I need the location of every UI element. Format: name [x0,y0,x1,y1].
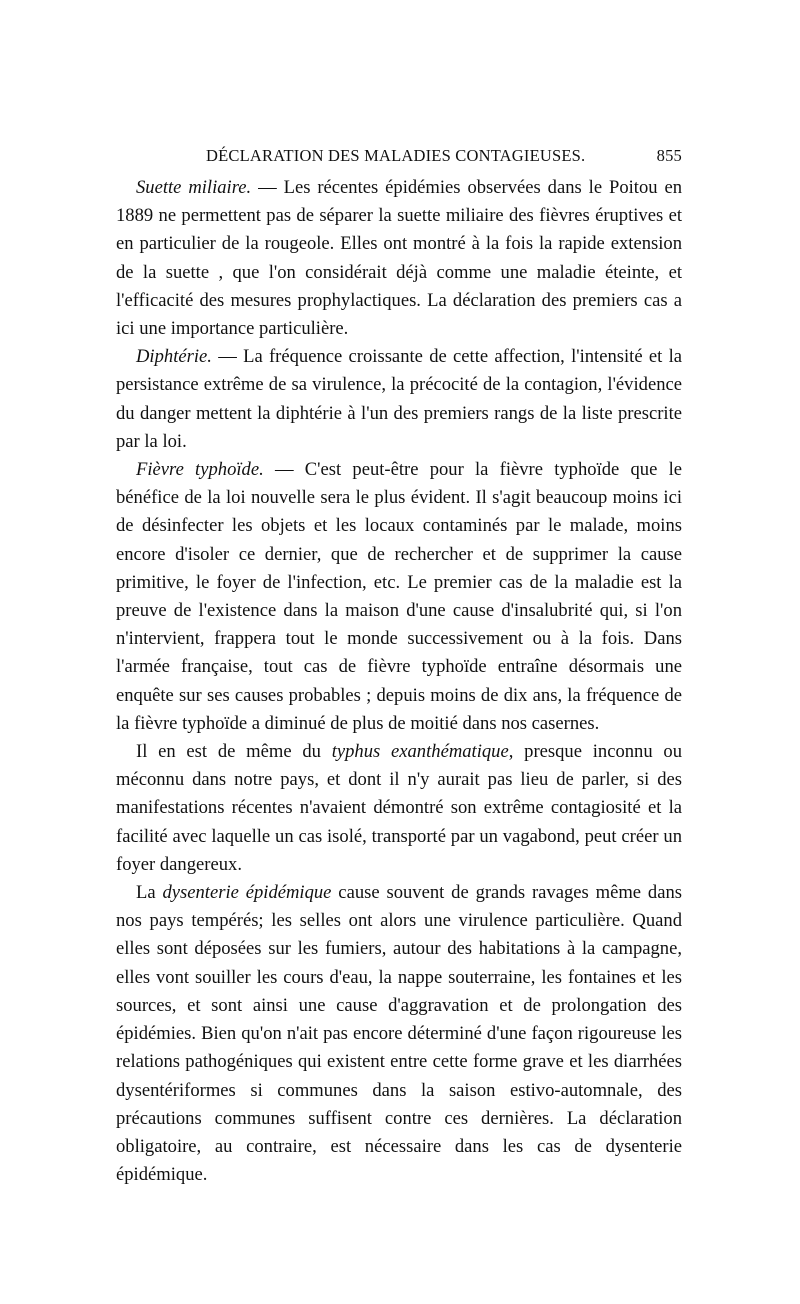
paragraph-text: — La fréquence croissante de cette affection, l'intensité et la persistance extrême de sa virulence, la précocité de la contagion, l'évidence du danger mettent la diphtérie à l'un des premiers rangs de la liste prescrite par la loi. [116,346,682,452]
paragraph-text-after: cause souvent de grands ravages même dans nos pays tempérés; les selles ont alors une virulence particulière. Quand elles sont déposées sur les fumiers, autour des habitations à la campagne, elles vont souiller les cours d'eau, la nappe souterraine, les fontaines et les sources, et sont ainsi une cause d'aggravation et de prolongation des épidémies. Bien qu'on n'ait pas encore déterminé d'une façon rigoureuse les relations pathogéniques qui existent entre cette forme grave et les diarrhées dysentériformes si communes dans la saison estivo-automnale, des précautions communes suffisent contre ces dernières. La déclaration obligatoire, au contraire, est nécessaire dans les cas de dysenterie épidémique. [116,882,682,1186]
paragraph-fievre-typhoide [116,456,682,738]
paragraph-lead: Suette miliaire. [136,177,252,198]
paragraph-suette-miliaire [116,174,682,343]
paragraph-text-before: La [136,882,163,904]
paragraph-emphasis: typhus exanthématique [331,741,509,763]
paragraph-text: — Les récentes épidémies observées dans le Poitou en 1889 ne permettent pas de séparer la suette miliaire des fièvres éruptives et en particulier de la rougeole. Elles ont montré à la fois la rapide extension de la suette , que l'on considérait déjà comme une maladie éteinte, et l'efficacité des mesures prophylactiques. La déclaration des premiers cas a ici une importance particulière. [116,177,682,340]
paragraph-lead: Fièvre typhoïde. [136,459,264,481]
paragraph-text-before: Il en est de même du [136,741,332,763]
paragraph-typhus [116,738,682,879]
page-number: 855 [656,146,682,165]
running-head [116,140,682,174]
book-page [116,140,682,1189]
paragraph-diphterie [116,343,682,456]
running-title: DÉCLARATION DES MALADIES CONTAGIEUSES. [206,146,586,165]
paragraph-dysenterie [116,879,682,1189]
paragraph-text-after: , presque inconnu ou méconnu dans notre pays, et dont il n'y aurait pas lieu de parler, si des manifestations récentes n'avaient démontré son extrême contagiosité et la facilité avec laquelle un cas isolé, transporté par un vagabond, peut créer un foyer dangereux. [116,741,682,875]
paragraph-lead: Diphtérie. [136,346,212,368]
paragraph-text: — C'est peut-être pour la fièvre typhoïde que le bénéfice de la loi nouvelle sera le plus évident. Il s'agit beaucoup moins ici de désinfecter les objets et les locaux contaminés par le malade, moins encore d'isoler ce dernier, que de rechercher et de supprimer la cause primitive, le foyer de l'infection, etc. Le premier cas de la maladie est la preuve de l'existence dans la maison d'une cause d'insalubrité qui, si l'on n'intervient, frappera tout le monde successivement ou à la fois. Dans l'armée française, tout cas de fièvre typhoïde entraîne désormais une enquête sur ses causes probables ; depuis moins de dix ans, la fréquence de la fièvre typhoïde a diminué de plus de moitié dans nos casernes. [116,459,683,734]
paragraph-emphasis: dysenterie épidémique [162,882,332,904]
